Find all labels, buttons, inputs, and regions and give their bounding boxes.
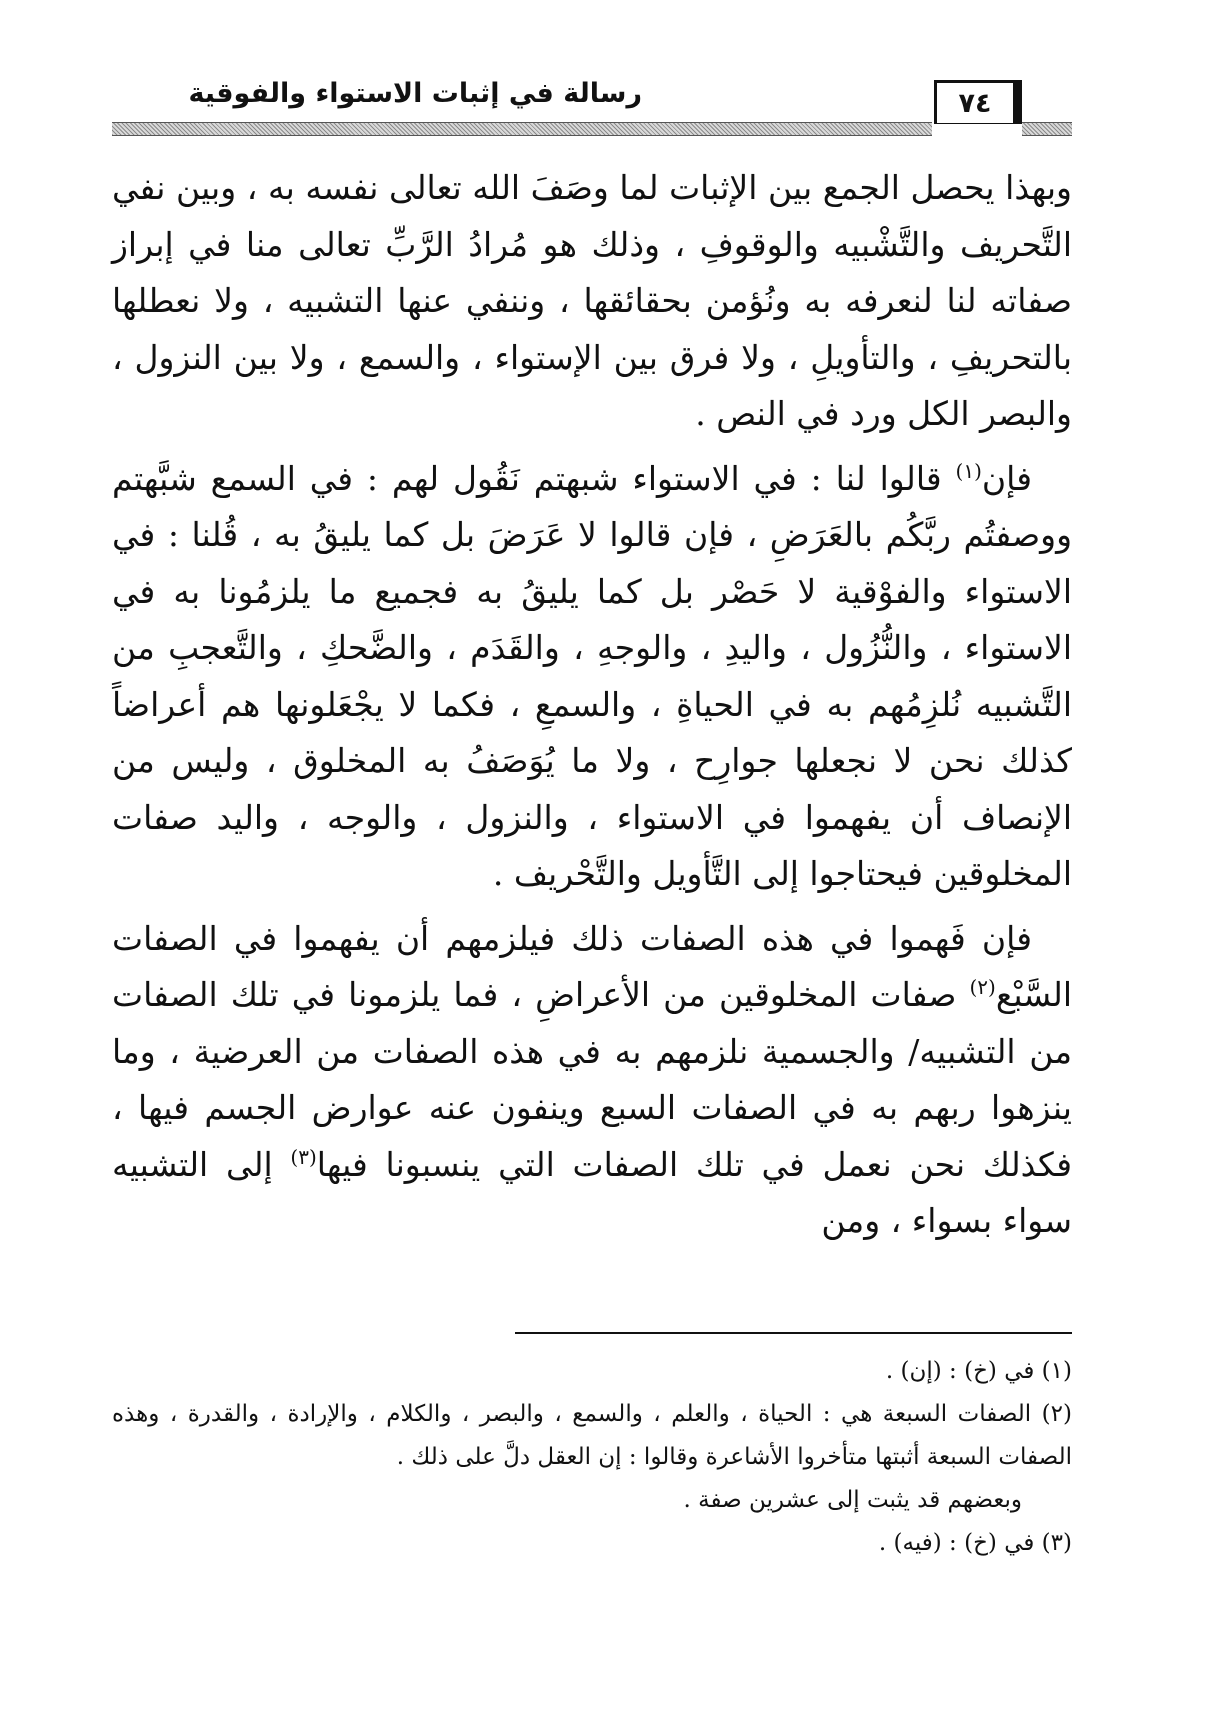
paragraph-3-part-1: فإن فَهموا في هذه الصفات ذلك فيلزمهم أن يفهموا في الصفات السَّبْع xyxy=(112,918,1072,1014)
footnote-2-continuation: وبعضهم قد يثبت إلى عشرين صفة . xyxy=(683,1487,1022,1513)
paragraph-2-start: فإن xyxy=(981,458,1032,498)
footnote-marker-2: (٢) xyxy=(969,975,996,999)
running-header xyxy=(112,70,1072,136)
paragraph-2-rest: قالوا لنا : في الاستواء شبهتم نَقُول لهم : في السمع شبَّهتم ووصفتُم ربَّكُم بالعَرَضِ ، فإن قالوا لا عَرَضَ بل كما يليقُ به ، قُلنا : في الاستواء والفوْقية لا حَصْر بل كما يليقُ به فجميع ما يلزمُونا به في الاستواء ، والنُّزُول ، واليدِ ، والوجهِ ، والقَدَم ، والضَّحكِ ، والتَّعجبِ من التَّشبيه نُلزِمُهم به في الحياةِ ، والسمعِ ، فكما لا يجْعَلونها هم أعراضاً كذلك نحن لا نجعلها جوارِح ، ولا ما يُوَصَفُ به المخلوق ، وليس من الإنصاف أن يفهموا في الاستواء ، والنزول ، والوجه ، واليد صفات المخلوقين فيحتاجوا إلى التَّأويل والتَّحْريف . xyxy=(112,458,1073,893)
footnotes xyxy=(112,1350,1072,1565)
running-title: رسالة في إثبات الاستواء والفوقية xyxy=(188,78,642,109)
paragraph-3 xyxy=(112,911,1072,1250)
header-hatch-bar xyxy=(112,122,932,136)
footnote-1: (١) في (خ) : (إن) . xyxy=(885,1358,1072,1384)
footnote-3: (٣) في (خ) : (فيه) . xyxy=(878,1530,1072,1556)
footnote-separator xyxy=(515,1332,1072,1334)
main-text xyxy=(112,160,1072,1250)
footnote-2: (٢) الصفات السبعة هي : الحياة ، والعلم ، والسمع ، والبصر ، والكلام ، والإرادة ، والقدرة ، وهذه الصفات السبعة أثبتها متأخروا الأشاعرة وقالوا : إن العقل دلَّ على ذلك . xyxy=(112,1401,1072,1470)
paragraph-1: وبهذا يحصل الجمع بين الإثبات لما وصَفَ الله تعالى نفسه به ، وبين نفي التَّحريف والتَّشْبيه والوقوفِ ، وذلك هو مُرادُ الرَّبِّ تعالى منا في إبراز صفاته لنا لنعرفه به ونُؤمن بحقائقها ، وننفي عنها التشبيه ، ولا نعطلها بالتحريفِ ، والتأويلِ ، ولا فرق بين الإستواء ، والسمع ، ولا بين النزول ، والبصر الكل ورد في النص . xyxy=(112,168,1072,433)
footnote-marker-3: (٣) xyxy=(290,1144,317,1169)
paragraph-3-part-2: صفات المخلوقين من الأعراضِ ، فما يلزمونا في تلك الصفات من التشبيه/ والجسمية نلزمهم به في هذه الصفات من العرضية ، وما ينزهوا ربهم به في الصفات السبع وينفون عنه عوارض الجسم فيها ، فكذلك نحن نعمل في تلك الصفات التي ينسبونا فيها xyxy=(112,975,1072,1184)
paragraph-3-part-3: إلى التشبيه سواء بسواء ، ومن xyxy=(112,1144,1072,1240)
page-number: ٧٤ xyxy=(934,80,1022,124)
header-hatch-bar-end xyxy=(1022,122,1072,136)
footnote-marker-1: (١) xyxy=(955,458,982,483)
paragraph-2 xyxy=(112,451,1072,903)
